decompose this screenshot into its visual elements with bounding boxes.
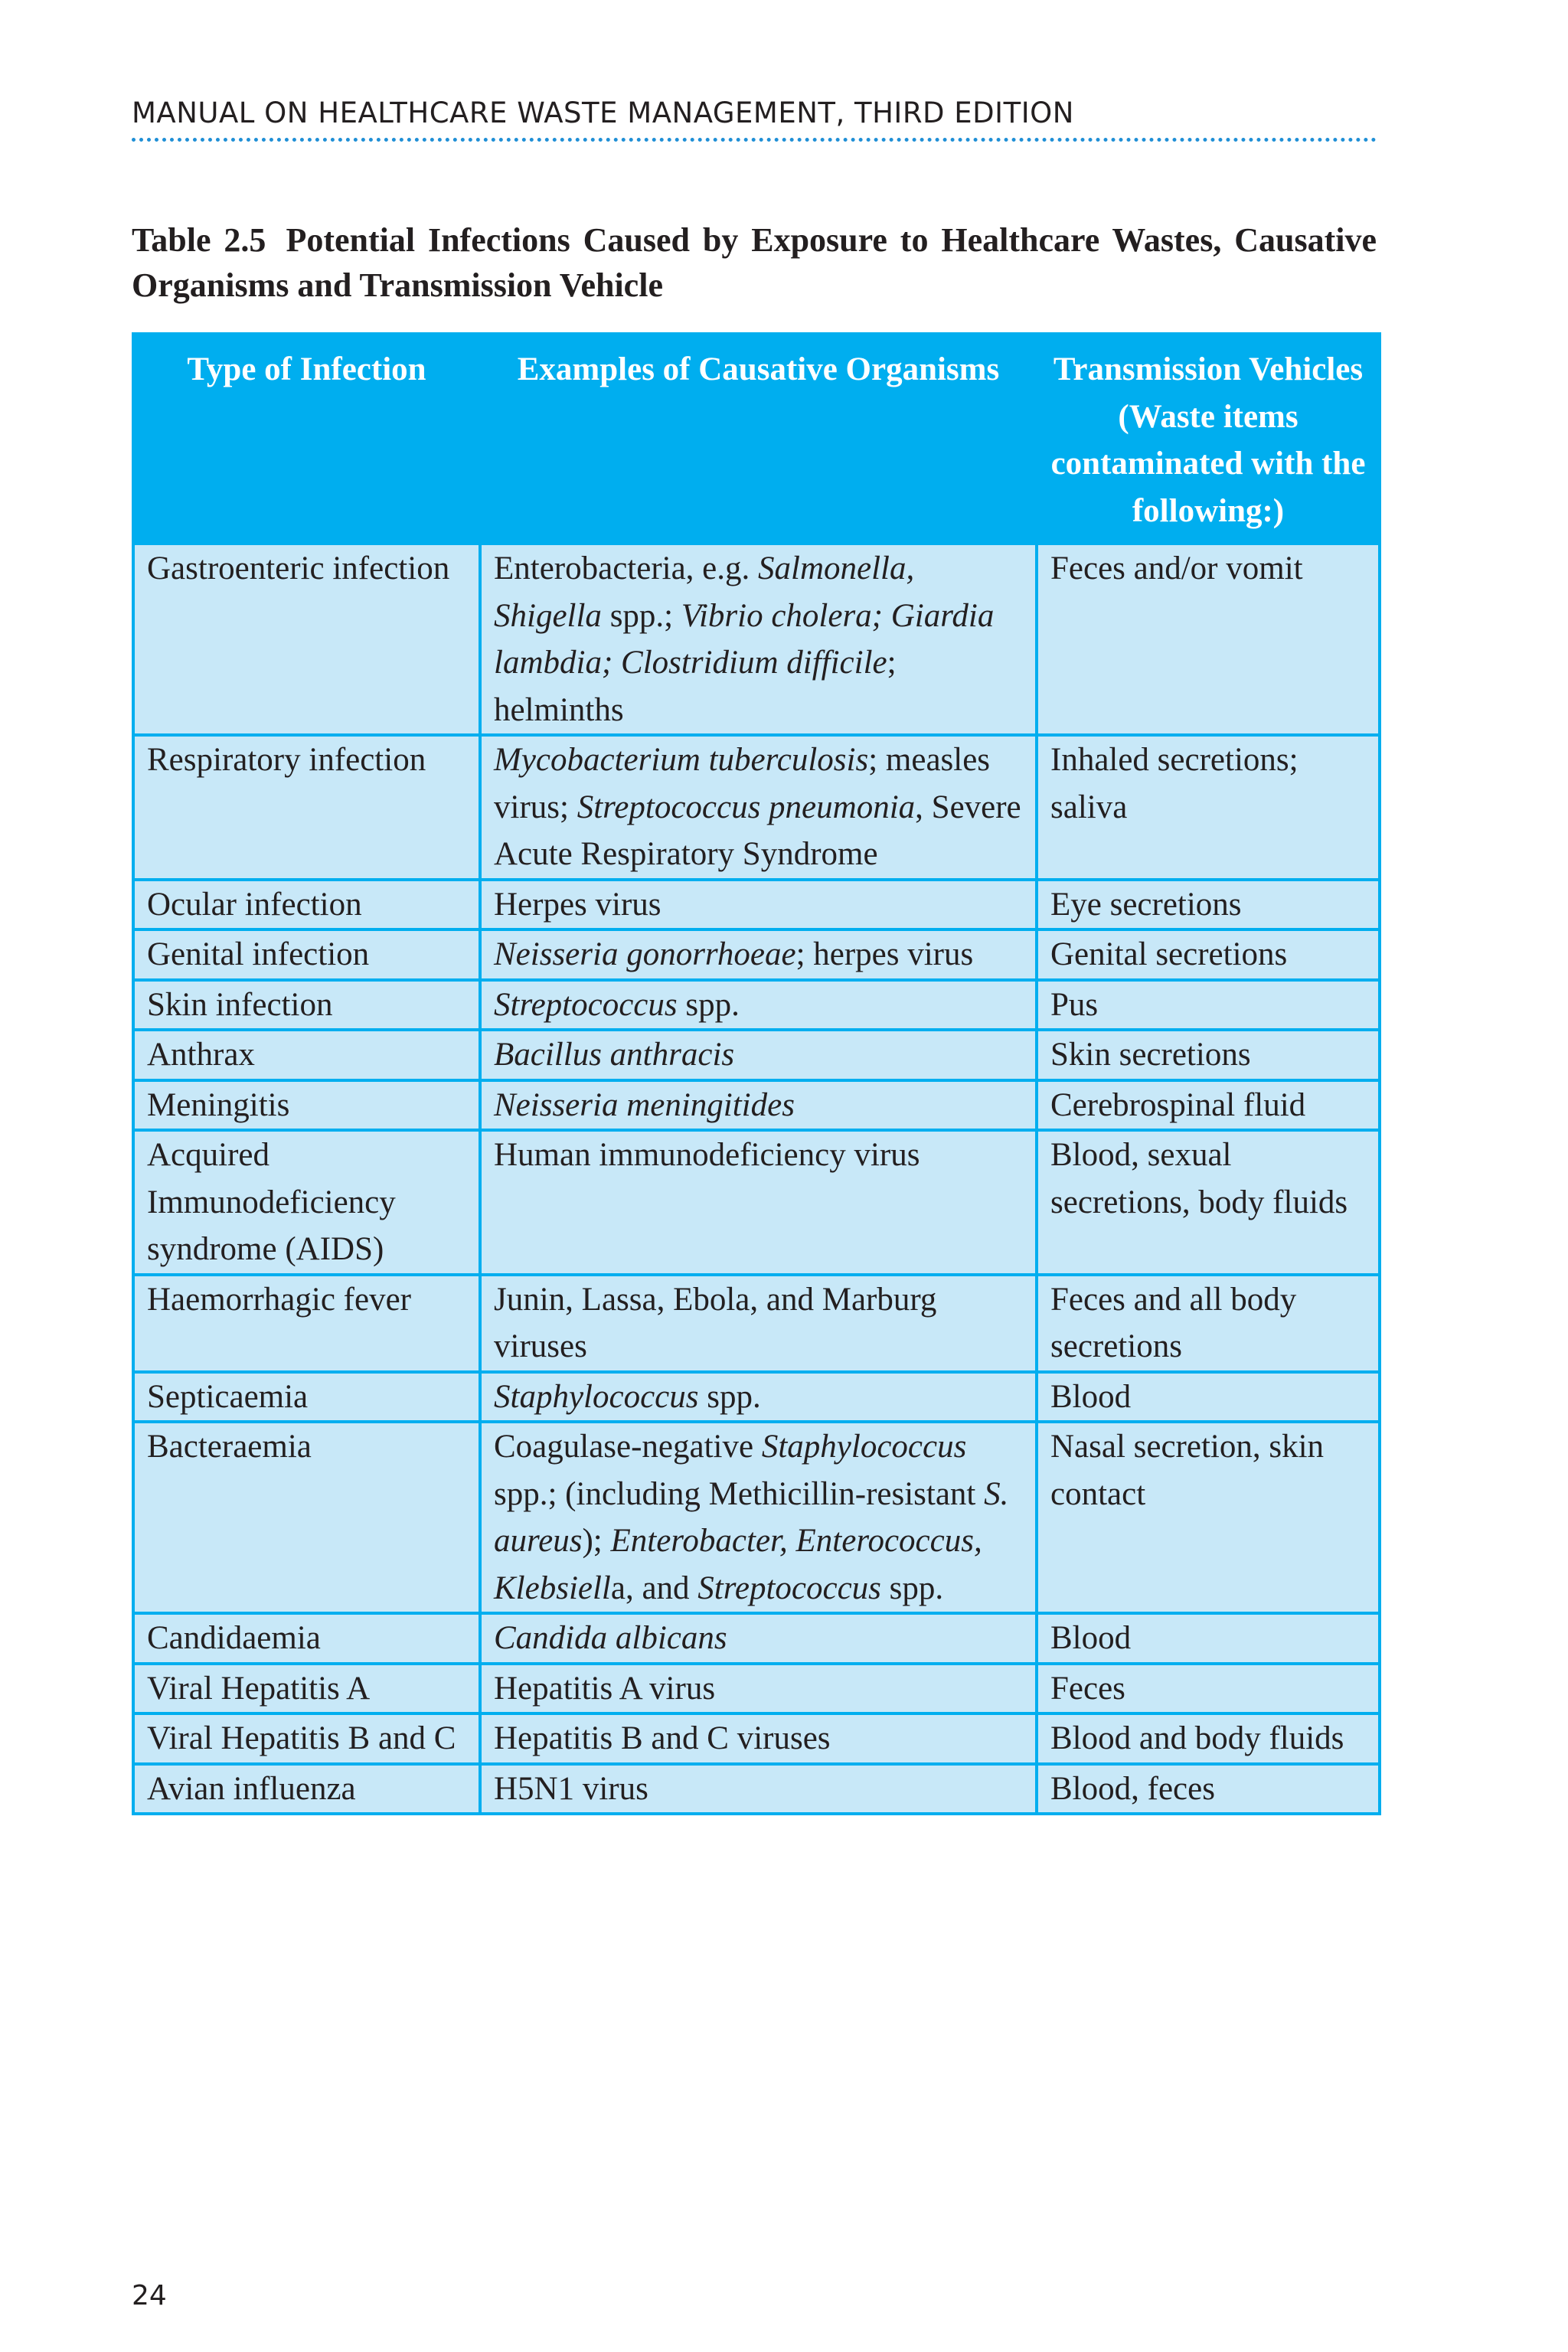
organism-name-italic: Streptococcus (494, 986, 678, 1023)
cell-infection-type: Viral Hepatitis A (133, 1664, 480, 1714)
cell-transmission-vehicle: Blood (1037, 1613, 1380, 1664)
cell-transmission-vehicle: Feces and/or vomit (1037, 544, 1380, 735)
table-row (133, 1422, 1380, 1613)
table-header-row (133, 334, 1380, 544)
cell-infection-type: Haemorrhagic fever (133, 1275, 480, 1372)
cell-infection-type: Ocular infection (133, 880, 480, 930)
cell-causative-organisms (480, 735, 1037, 880)
organism-text: spp. (677, 986, 740, 1023)
cell-causative-organisms (480, 980, 1037, 1031)
cell-causative-organisms (480, 1613, 1037, 1664)
cell-causative-organisms (480, 1030, 1037, 1080)
table-row (133, 735, 1380, 880)
cell-transmission-vehicle: Blood, feces (1037, 1764, 1380, 1815)
cell-transmission-vehicle: Skin secretions (1037, 1030, 1380, 1080)
table-row (133, 1130, 1380, 1275)
cell-causative-organisms (480, 1664, 1037, 1714)
cell-infection-type: Meningitis (133, 1080, 480, 1131)
cell-transmission-vehicle: Blood and body fluids (1037, 1713, 1380, 1764)
organism-name-italic: Vibrio cholera; Giardia lambdia; Clostridium difficile (494, 597, 995, 681)
cell-infection-type: Septicaemia (133, 1372, 480, 1423)
cell-transmission-vehicle: Blood (1037, 1372, 1380, 1423)
organism-text: spp. (880, 1570, 944, 1606)
cell-infection-type: Respiratory infection (133, 735, 480, 880)
organism-text: Hepatitis B and C viruses (494, 1720, 831, 1756)
organism-name-italic: S. aureus (494, 1475, 1009, 1559)
table-row (133, 1372, 1380, 1423)
cell-infection-type: Avian influenza (133, 1764, 480, 1815)
table-row (133, 1613, 1380, 1664)
cell-infection-type: Candidaemia (133, 1613, 480, 1664)
table-row (133, 544, 1380, 735)
organism-text: spp. (698, 1378, 761, 1415)
cell-infection-type: Viral Hepatitis B and C (133, 1713, 480, 1764)
table-row (133, 1664, 1380, 1714)
organism-name-italic: Staphylococcus (494, 1378, 699, 1415)
table-title: Potential Infections Caused by Exposure to Healthcare Wastes, Causative Organisms and Transmission Vehicle (132, 221, 1377, 304)
cell-infection-type: Skin infection (133, 980, 480, 1031)
cell-causative-organisms (480, 929, 1037, 980)
cell-infection-type: Gastroenteric infection (133, 544, 480, 735)
cell-transmission-vehicle: Cerebrospinal fluid (1037, 1080, 1380, 1131)
header-transmission-vehicles: Transmission Vehicles (Waste items contaminated with the following:) (1037, 334, 1380, 544)
organism-name-italic: Neisseria meningitides (494, 1086, 795, 1123)
organism-text: Enterobacteria, e.g. (494, 550, 759, 586)
organism-text: Junin, Lassa, Ebola, and Marburg viruses (494, 1281, 937, 1364)
organism-text: ; measles virus; (494, 742, 991, 825)
organism-text: ; helminths (494, 645, 897, 728)
table-row (133, 880, 1380, 930)
organism-name-italic: Salmonella, Shigella (494, 550, 915, 634)
cell-causative-organisms (480, 1130, 1037, 1275)
table-row (133, 1275, 1380, 1372)
organism-name-italic: Candida albicans (494, 1620, 727, 1656)
organism-text: ; herpes virus (795, 936, 974, 972)
organism-name-italic: Mycobacterium tuberculosis (494, 742, 869, 778)
cell-infection-type: Anthrax (133, 1030, 480, 1080)
cell-causative-organisms (480, 544, 1037, 735)
cell-causative-organisms (480, 880, 1037, 930)
organism-text: , Severe Acute Respiratory Syndrome (494, 789, 1021, 872)
page-number: 24 (132, 2280, 167, 2311)
cell-causative-organisms (480, 1764, 1037, 1815)
table-row (133, 1764, 1380, 1815)
cell-causative-organisms (480, 1372, 1037, 1423)
organism-text: Hepatitis A virus (494, 1670, 716, 1707)
running-head: MANUAL ON HEALTHCARE WASTE MANAGEMENT, THIRD EDITION (132, 96, 1074, 129)
table-row (133, 929, 1380, 980)
organism-name-italic: Streptococcus (697, 1570, 881, 1606)
organism-text: spp.; (including Methicillin-resistant (494, 1475, 985, 1512)
cell-transmission-vehicle: Feces and all body secretions (1037, 1275, 1380, 1372)
organism-name-italic: Bacillus anthracis (494, 1037, 735, 1073)
cell-infection-type: Acquired Immunodeficiency syndrome (AIDS) (133, 1130, 480, 1275)
organism-text: Human immunodeficiency virus (494, 1137, 920, 1173)
cell-causative-organisms (480, 1275, 1037, 1372)
table-row (133, 980, 1380, 1031)
organism-name-italic: Staphylococcus (761, 1429, 967, 1465)
organism-name-italic: Enterobacter, Enterococcus, Klebsiell (494, 1523, 982, 1606)
organism-text: Coagulase-negative (494, 1429, 762, 1465)
cell-infection-type: Genital infection (133, 929, 480, 980)
cell-transmission-vehicle: Feces (1037, 1664, 1380, 1714)
cell-transmission-vehicle: Pus (1037, 980, 1380, 1031)
header-dotted-rule (132, 138, 1377, 142)
cell-causative-organisms (480, 1422, 1037, 1613)
table-number: Table 2.5 (132, 221, 266, 259)
organism-text: Herpes virus (494, 886, 662, 923)
header-type-of-infection: Type of Infection (133, 334, 480, 544)
cell-transmission-vehicle: Eye secretions (1037, 880, 1380, 930)
cell-causative-organisms (480, 1713, 1037, 1764)
header-causative-organisms: Examples of Causative Organisms (480, 334, 1037, 544)
organism-text: a, and (610, 1570, 698, 1606)
cell-transmission-vehicle: Nasal secretion, skin contact (1037, 1422, 1380, 1613)
table-row (133, 1030, 1380, 1080)
table-row (133, 1713, 1380, 1764)
organism-text: H5N1 virus (494, 1770, 648, 1807)
cell-transmission-vehicle: Genital secretions (1037, 929, 1380, 980)
organism-name-italic: Neisseria gonorrhoeae (494, 936, 796, 972)
cell-transmission-vehicle: Inhaled secretions; saliva (1037, 735, 1380, 880)
cell-transmission-vehicle: Blood, sexual secretions, body fluids (1037, 1130, 1380, 1275)
table-body (133, 544, 1380, 1814)
organism-text: ); (582, 1523, 611, 1559)
cell-causative-organisms (480, 1080, 1037, 1131)
table-caption (132, 217, 1377, 308)
infections-table (132, 332, 1381, 1815)
table-row (133, 1080, 1380, 1131)
organism-text: spp.; (601, 597, 681, 634)
cell-infection-type: Bacteraemia (133, 1422, 480, 1613)
organism-name-italic: Streptococcus pneumonia (577, 789, 916, 825)
